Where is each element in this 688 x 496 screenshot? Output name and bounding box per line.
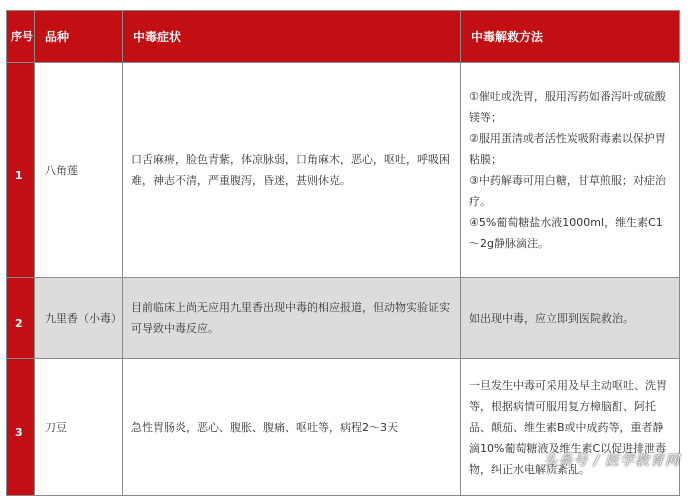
symptoms-text: 急性胃肠炎，恶心、腹胀、腹痛、呕吐等，病程2～3天 — [123, 359, 461, 496]
symptoms-text: 目前临床上尚无应用九里香出现中毒的相应报道，但动物实验证实可导致中毒反应。 — [123, 278, 461, 359]
toxic-herbs-table — [6, 10, 680, 496]
variety-name: 九里香（小毒） — [35, 278, 123, 359]
rescue-step: ④5%葡萄糖盐水液1000ml，维生素C1～2g静脉滴注。 — [469, 216, 663, 250]
rescue-step: ②服用蛋清或者活性炭吸附毒素以保护胃粘膜； — [469, 132, 666, 166]
rescue-step: 如出现中毒，应立即到医院救治。 — [469, 311, 634, 325]
table-row — [7, 63, 680, 278]
rescue-method — [461, 359, 680, 496]
rescue-step: 一旦发生中毒可采用及早主动呕吐、洗胃等，根据病情可服用复方樟脑酊、阿托品、颠茄、维生素B或中成药等，重者静滴10%葡萄糖液及维生素C以促进排泄毒物，纠正水电解质紊乱。 — [469, 378, 667, 476]
table-row — [7, 359, 680, 496]
variety-name: 刀豆 — [35, 359, 123, 496]
rescue-method — [461, 278, 680, 359]
rescue-method — [461, 63, 680, 278]
header-variety: 品种 — [35, 11, 123, 63]
table-header-row — [7, 11, 680, 63]
watermark: 头条号 / 医学教育网 — [543, 453, 680, 469]
row-number: 3 — [7, 359, 35, 496]
header-symptoms: 中毒症状 — [123, 11, 461, 63]
symptoms-text: 口舌麻痹，脸色青紫，体凉脉弱，口角麻木，恶心，呕吐，呼吸困难，神志不清，严重腹泻，昏迷，甚则休克。 — [123, 63, 461, 278]
header-no: 序号 — [7, 11, 35, 63]
variety-name: 八角莲 — [35, 63, 123, 278]
row-number: 2 — [7, 278, 35, 359]
table-row — [7, 278, 680, 359]
rescue-step: ③中药解毒可用白糖，甘草煎服；对症治疗。 — [469, 174, 666, 208]
rescue-step: ①催吐或洗胃，服用泻药如番泻叶或硫酸镁等； — [469, 90, 666, 124]
row-number: 1 — [7, 63, 35, 278]
header-rescue: 中毒解救方法 — [461, 11, 680, 63]
